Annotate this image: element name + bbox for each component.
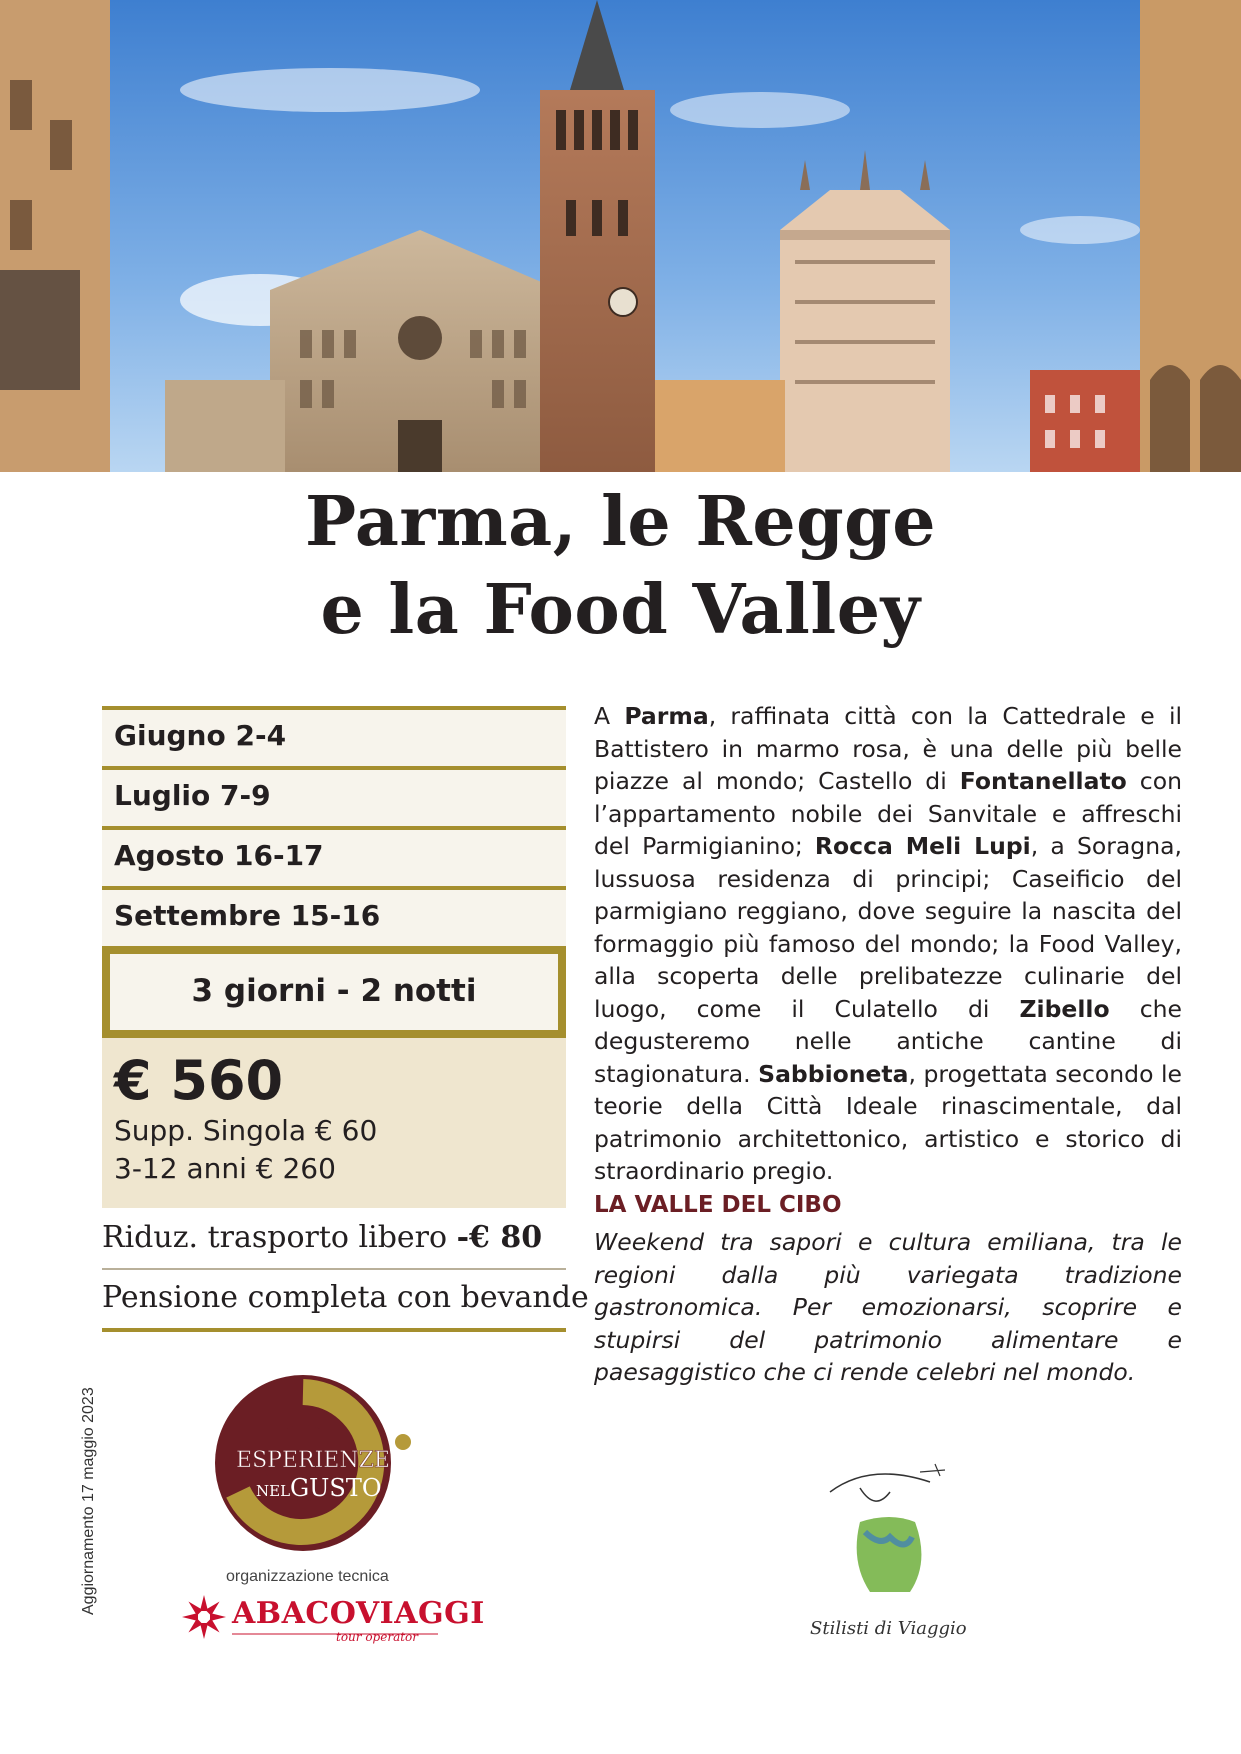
date-row: Settembre 15-16 bbox=[102, 890, 566, 946]
divider bbox=[102, 1328, 566, 1332]
date-row: Giugno 2-4 bbox=[102, 710, 566, 766]
place-fontanellato: Fontanellato bbox=[959, 767, 1127, 795]
desc-text: , a Soragna, lussuosa residenza di principi; Caseificio del parmigiano reggiano, dove seguire la nascita del formaggio più famoso del mondo; la Food Valley, alla scoperta delle prelibatezze culinarie del luogo, come il Culatello di bbox=[594, 832, 1182, 1023]
place-sabbioneta: Sabbioneta bbox=[758, 1059, 909, 1088]
price: € 560 bbox=[114, 1049, 284, 1112]
gusto-line-2a: NEL bbox=[256, 1482, 291, 1500]
gusto-line-2b: GUSTO bbox=[290, 1474, 382, 1502]
desc-text: , progettata secondo le teorie della Città Ideale rinascimentale, dal patrimonio architettonico, artistico e storico di straordinario pregio. bbox=[594, 1059, 1182, 1185]
price-box bbox=[102, 1038, 566, 1208]
title-line-1: Parma, le Regge bbox=[305, 482, 936, 562]
place-rocca-meli-lupi: Rocca Meli Lupi bbox=[814, 832, 1031, 860]
desc-text: che degusteremo nelle antiche cantine di stagionatura. bbox=[594, 994, 1182, 1088]
transport-reduction bbox=[102, 1208, 566, 1268]
org-label: organizzazione tecnica bbox=[226, 1568, 389, 1585]
duration-badge: 3 giorni - 2 notti bbox=[102, 946, 566, 1038]
date-row: Agosto 16-17 bbox=[102, 830, 566, 886]
trip-info-panel bbox=[102, 706, 589, 1332]
abaco-name: ABACOVIAGGI bbox=[232, 1596, 485, 1631]
section-heading: LA VALLE DEL CIBO bbox=[594, 1192, 842, 1218]
gusto-line-1: ESPERIENZE bbox=[236, 1448, 390, 1473]
esperienze-nel-gusto-logo bbox=[208, 1372, 418, 1554]
trip-description bbox=[594, 700, 1182, 1188]
board-info: Pensione completa con bevande bbox=[102, 1280, 589, 1315]
title-line-2: e la Food Valley bbox=[320, 570, 921, 650]
transport-label: Riduz. trasporto libero bbox=[102, 1220, 457, 1255]
parma-square-illustration bbox=[0, 0, 1241, 472]
section-text: Weekend tra sapori e cultura emiliana, tra le regioni dalla più variegata tradizione gastronomica. Per emozionarsi, scoprire e stupirsi del patrimonio alimentare e paesaggistico che ci rende celebri nel mondo. bbox=[594, 1228, 1182, 1386]
child-price: 3-12 anni € 260 bbox=[114, 1152, 336, 1185]
abaco-subtitle: tour operator bbox=[336, 1630, 419, 1644]
page-title bbox=[0, 478, 1241, 654]
date-row: Luglio 7-9 bbox=[102, 770, 566, 826]
hero-photo bbox=[0, 0, 1241, 472]
stilisti-label: Stilisti di Viaggio bbox=[810, 1618, 967, 1639]
single-supplement: Supp. Singola € 60 bbox=[114, 1114, 378, 1147]
desc-text: con l’appartamento nobile dei Sanvitale e affreschi del Parmigianino; bbox=[594, 767, 1182, 860]
stilisti-di-viaggio-logo bbox=[820, 1452, 960, 1602]
place-parma: Parma bbox=[624, 702, 709, 730]
place-zibello: Zibello bbox=[1019, 994, 1110, 1023]
desc-text: , raffinata città con la Cattedrale e il Battistero in marmo rosa, è una delle più belle piazze al mondo; Castello di bbox=[594, 702, 1183, 795]
update-note: Aggiornamento 17 maggio 2023 bbox=[80, 1387, 97, 1615]
desc-text: A bbox=[594, 702, 625, 730]
transport-value: -€ 80 bbox=[456, 1220, 543, 1255]
abaco-sun-icon bbox=[182, 1595, 226, 1639]
